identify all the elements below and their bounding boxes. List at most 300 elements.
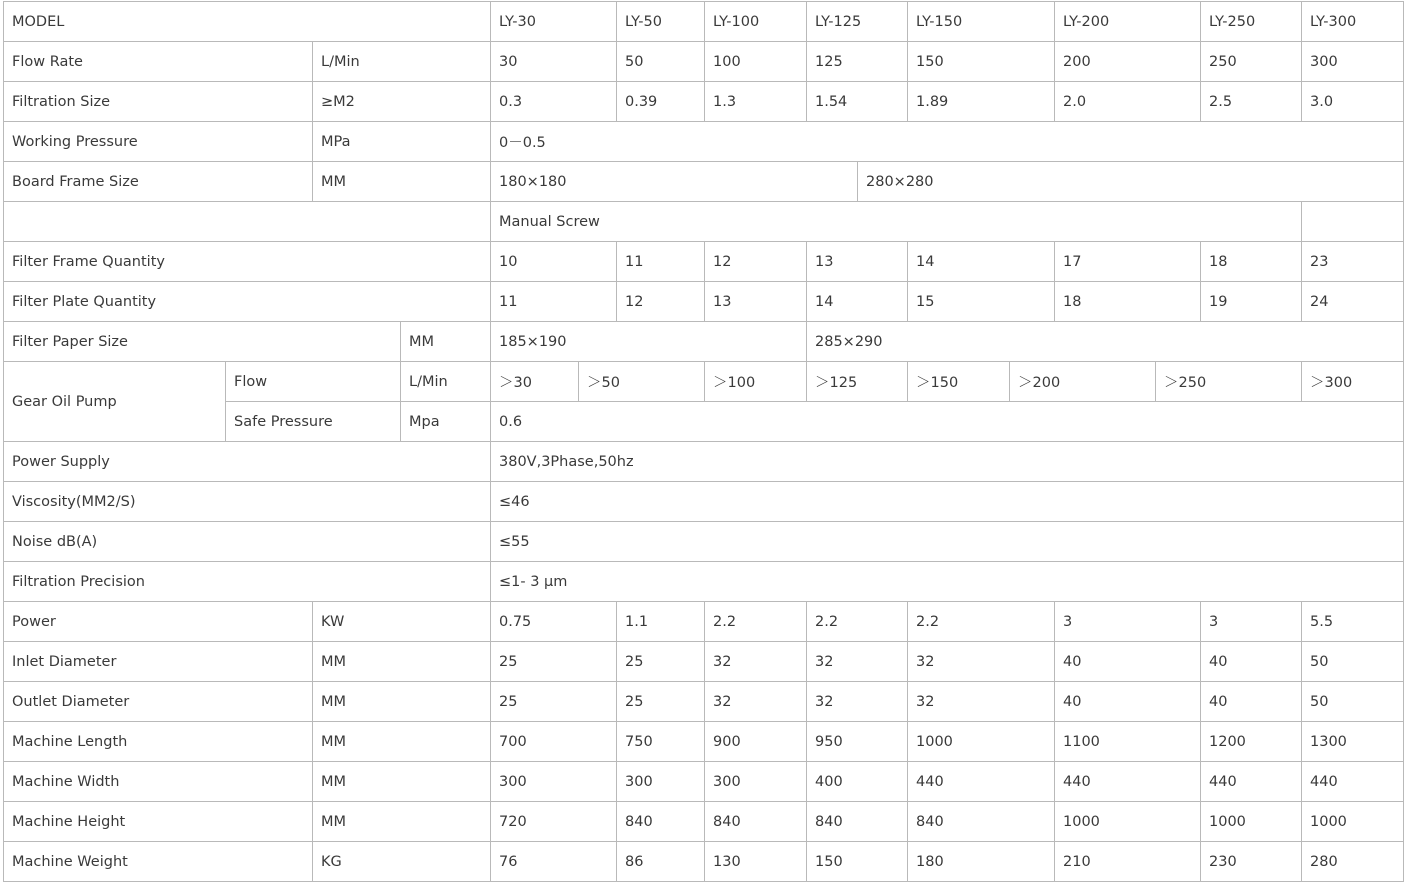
machine_length-cell-text: 1300 bbox=[1310, 733, 1347, 750]
model-header-label-text: MODEL bbox=[12, 13, 65, 30]
model-header-cell-text: LY-250 bbox=[1209, 13, 1256, 30]
machine_width-label-text: Machine Width bbox=[12, 773, 120, 790]
flow_rate-cell-text: 50 bbox=[625, 53, 644, 70]
safe-pressure-value-text: 0.6 bbox=[499, 413, 523, 430]
noise-label bbox=[3, 521, 491, 562]
filter_frame_qty-cell-text: 18 bbox=[1209, 253, 1228, 270]
machine_width-cell bbox=[1054, 761, 1201, 802]
machine_length-cell-text: 900 bbox=[713, 733, 741, 750]
machine_height-label bbox=[3, 801, 313, 842]
safe-pressure-label-text: Safe Pressure bbox=[234, 413, 333, 430]
gear-pump-flow-label-text: Flow bbox=[234, 373, 268, 390]
filter_frame_qty-cell-text: 14 bbox=[916, 253, 935, 270]
model-header-cell-text: LY-300 bbox=[1310, 13, 1357, 30]
filter_plate_qty-cell-text: 24 bbox=[1310, 293, 1329, 310]
power-label-text: Power bbox=[12, 613, 56, 630]
power-unit-text: KW bbox=[321, 613, 345, 630]
noise-value bbox=[490, 521, 1404, 562]
machine_weight-cell-text: 280 bbox=[1310, 853, 1338, 870]
model-header-cell-text: LY-125 bbox=[815, 13, 862, 30]
flow_rate-cell bbox=[616, 41, 705, 82]
filtration_size-unit-text: ≥M2 bbox=[321, 93, 355, 110]
inlet_diameter-cell-text: 40 bbox=[1063, 653, 1082, 670]
machine_width-cell-text: 440 bbox=[1209, 773, 1237, 790]
model-header-cell-text: LY-100 bbox=[713, 13, 760, 30]
model-header-label bbox=[3, 1, 491, 42]
machine_length-cell-text: 1000 bbox=[916, 733, 953, 750]
machine_height-cell bbox=[1054, 801, 1201, 842]
gear-pump-flow-cell bbox=[490, 361, 579, 402]
inlet_diameter-cell-text: 50 bbox=[1310, 653, 1329, 670]
flow_rate-unit bbox=[312, 41, 491, 82]
outlet_diameter-label-text: Outlet Diameter bbox=[12, 693, 130, 710]
model-header-cell bbox=[1200, 1, 1302, 42]
gear-oil-pump-label-text: Gear Oil Pump bbox=[12, 393, 117, 410]
machine_height-cell bbox=[907, 801, 1055, 842]
machine_weight-cell-text: 76 bbox=[499, 853, 518, 870]
inlet_diameter-cell bbox=[806, 641, 908, 682]
machine_length-cell-text: 700 bbox=[499, 733, 527, 750]
gear-pump-flow-cell bbox=[806, 361, 908, 402]
model-header-cell bbox=[490, 1, 617, 42]
filter_plate_qty-cell-text: 12 bbox=[625, 293, 644, 310]
power-cell bbox=[1301, 601, 1404, 642]
filter-paper-size-label bbox=[3, 321, 401, 362]
machine_weight-unit bbox=[312, 841, 491, 882]
filter-paper-size-cell-text: 285×290 bbox=[815, 333, 883, 350]
machine_width-cell-text: 440 bbox=[916, 773, 944, 790]
machine_weight-cell bbox=[1301, 841, 1404, 882]
filtration-precision-label bbox=[3, 561, 491, 602]
working-pressure-value bbox=[490, 121, 1404, 162]
board-frame-size-label bbox=[3, 161, 313, 202]
filter_frame_qty-cell bbox=[907, 241, 1055, 282]
gear-pump-flow-cell-text: ＞50 bbox=[587, 375, 620, 391]
filtration-precision-label-text: Filtration Precision bbox=[12, 573, 145, 590]
filter_plate_qty-cell bbox=[704, 281, 807, 322]
model-header-cell bbox=[907, 1, 1055, 42]
filtration_size-cell-text: 1.54 bbox=[815, 93, 848, 110]
gear-pump-flow-cell bbox=[578, 361, 705, 402]
flow_rate-label-text: Flow Rate bbox=[12, 53, 83, 70]
flow_rate-label bbox=[3, 41, 313, 82]
pressing-empty-cell bbox=[1301, 201, 1404, 242]
filter_frame_qty-cell bbox=[704, 241, 807, 282]
flow_rate-cell-text: 300 bbox=[1310, 53, 1338, 70]
machine_height-cell-text: 840 bbox=[916, 813, 944, 830]
power-cell bbox=[806, 601, 908, 642]
filtration_size-cell-text: 0.39 bbox=[625, 93, 658, 110]
outlet_diameter-cell-text: 40 bbox=[1063, 693, 1082, 710]
machine_width-cell bbox=[1200, 761, 1302, 802]
filtration_size-cell-text: 3.0 bbox=[1310, 93, 1334, 110]
machine_weight-unit-text: KG bbox=[321, 853, 342, 870]
filter-paper-size-cell-text: 185×190 bbox=[499, 333, 567, 350]
filter_plate_qty-label bbox=[3, 281, 491, 322]
inlet_diameter-cell-text: 32 bbox=[713, 653, 732, 670]
machine_weight-cell bbox=[1200, 841, 1302, 882]
power-supply-label-text: Power Supply bbox=[12, 453, 110, 470]
inlet_diameter-unit-text: MM bbox=[321, 653, 347, 670]
filter_frame_qty-cell bbox=[1301, 241, 1404, 282]
machine_weight-cell-text: 86 bbox=[625, 853, 644, 870]
gear-pump-flow-cell-text: ＞250 bbox=[1164, 375, 1207, 391]
machine_length-cell bbox=[704, 721, 807, 762]
filter_plate_qty-cell-text: 13 bbox=[713, 293, 732, 310]
filter_plate_qty-cell bbox=[1200, 281, 1302, 322]
filter_plate_qty-cell bbox=[806, 281, 908, 322]
viscosity-label-text: Viscosity(MM2/S) bbox=[12, 493, 136, 510]
inlet_diameter-label-text: Inlet Diameter bbox=[12, 653, 117, 670]
machine_width-cell-text: 300 bbox=[499, 773, 527, 790]
machine_length-cell-text: 1200 bbox=[1209, 733, 1246, 750]
filtration_size-cell-text: 2.0 bbox=[1063, 93, 1087, 110]
filter_plate_qty-label-text: Filter Plate Quantity bbox=[12, 293, 157, 310]
machine_length-cell bbox=[1054, 721, 1201, 762]
filter_plate_qty-cell bbox=[1301, 281, 1404, 322]
machine_width-cell-text: 440 bbox=[1310, 773, 1338, 790]
safe-pressure-unit-text: Mpa bbox=[409, 413, 440, 430]
flow_rate-cell bbox=[1200, 41, 1302, 82]
board-frame-size-label-text: Board Frame Size bbox=[12, 173, 139, 190]
filter_plate_qty-cell bbox=[1054, 281, 1201, 322]
viscosity-label bbox=[3, 481, 491, 522]
machine_width-label bbox=[3, 761, 313, 802]
power-cell bbox=[1200, 601, 1302, 642]
model-header-cell bbox=[704, 1, 807, 42]
gear-pump-flow-cell-text: ＞300 bbox=[1310, 375, 1353, 391]
filter_frame_qty-cell bbox=[806, 241, 908, 282]
power-cell bbox=[616, 601, 705, 642]
outlet_diameter-cell bbox=[1301, 681, 1404, 722]
working-pressure-label bbox=[3, 121, 313, 162]
power-cell bbox=[490, 601, 617, 642]
gear-pump-flow-cell bbox=[1155, 361, 1302, 402]
gear-pump-flow-cell bbox=[1301, 361, 1404, 402]
safe-pressure-unit bbox=[400, 401, 491, 442]
inlet_diameter-cell-text: 32 bbox=[916, 653, 935, 670]
filter_frame_qty-cell bbox=[616, 241, 705, 282]
flow_rate-cell-text: 200 bbox=[1063, 53, 1091, 70]
board-frame-size-unit-text: MM bbox=[321, 173, 347, 190]
model-header-cell-text: LY-200 bbox=[1063, 13, 1110, 30]
board-frame-size-cell-text: 180×180 bbox=[499, 173, 567, 190]
machine_width-cell-text: 440 bbox=[1063, 773, 1091, 790]
filtration_size-unit bbox=[312, 81, 491, 122]
filtration_size-cell-text: 0.3 bbox=[499, 93, 523, 110]
machine_length-cell bbox=[490, 721, 617, 762]
model-header-cell bbox=[1054, 1, 1201, 42]
filtration-precision-value-text: ≤1- 3 μm bbox=[499, 573, 568, 590]
filtration_size-cell bbox=[1200, 81, 1302, 122]
machine_weight-cell-text: 130 bbox=[713, 853, 741, 870]
filter_frame_qty-label bbox=[3, 241, 491, 282]
working-pressure-unit bbox=[312, 121, 491, 162]
filter_frame_qty-cell-text: 17 bbox=[1063, 253, 1082, 270]
outlet_diameter-cell-text: 25 bbox=[625, 693, 644, 710]
inlet_diameter-cell bbox=[1054, 641, 1201, 682]
machine_height-unit-text: MM bbox=[321, 813, 347, 830]
filtration_size-cell bbox=[1054, 81, 1201, 122]
outlet_diameter-unit-text: MM bbox=[321, 693, 347, 710]
model-header-cell bbox=[806, 1, 908, 42]
filtration_size-cell bbox=[490, 81, 617, 122]
machine_weight-label bbox=[3, 841, 313, 882]
flow_rate-cell bbox=[907, 41, 1055, 82]
filter_frame_qty-cell bbox=[1200, 241, 1302, 282]
model-header-cell bbox=[616, 1, 705, 42]
filter_plate_qty-cell-text: 14 bbox=[815, 293, 834, 310]
filter_plate_qty-cell bbox=[907, 281, 1055, 322]
board-frame-size-cell bbox=[857, 161, 1404, 202]
power-label bbox=[3, 601, 313, 642]
flow_rate-cell-text: 150 bbox=[916, 53, 944, 70]
power-supply-value-text: 380V,3Phase,50hz bbox=[499, 453, 634, 470]
pressing-value bbox=[490, 201, 1302, 242]
outlet_diameter-cell bbox=[907, 681, 1055, 722]
flow_rate-cell-text: 100 bbox=[713, 53, 741, 70]
inlet_diameter-cell bbox=[616, 641, 705, 682]
flow_rate-cell-text: 125 bbox=[815, 53, 843, 70]
outlet_diameter-cell bbox=[704, 681, 807, 722]
viscosity-value-text: ≤46 bbox=[499, 493, 530, 510]
machine_height-cell-text: 1000 bbox=[1063, 813, 1100, 830]
filter-paper-size-cell bbox=[490, 321, 807, 362]
gear-pump-flow-cell bbox=[907, 361, 1010, 402]
filtration_size-cell bbox=[907, 81, 1055, 122]
machine_height-cell-text: 1000 bbox=[1209, 813, 1246, 830]
machine_weight-cell-text: 210 bbox=[1063, 853, 1091, 870]
power-cell-text: 2.2 bbox=[713, 613, 737, 630]
model-header-cell bbox=[1301, 1, 1404, 42]
noise-label-text: Noise dB(A) bbox=[12, 533, 98, 550]
filter-paper-size-unit-text: MM bbox=[409, 333, 435, 350]
machine_length-cell bbox=[616, 721, 705, 762]
outlet_diameter-unit bbox=[312, 681, 491, 722]
outlet_diameter-cell-text: 25 bbox=[499, 693, 518, 710]
gear-pump-flow-cell-text: ＞200 bbox=[1018, 375, 1061, 391]
machine_width-cell-text: 300 bbox=[625, 773, 653, 790]
machine_weight-cell bbox=[704, 841, 807, 882]
flow_rate-cell bbox=[704, 41, 807, 82]
machine_length-cell bbox=[806, 721, 908, 762]
filter_frame_qty-cell-text: 11 bbox=[625, 253, 644, 270]
machine_width-cell bbox=[806, 761, 908, 802]
outlet_diameter-cell bbox=[1200, 681, 1302, 722]
working-pressure-unit-text: MPa bbox=[321, 133, 351, 150]
machine_length-cell-text: 750 bbox=[625, 733, 653, 750]
machine_height-cell bbox=[704, 801, 807, 842]
model-header-cell-text: LY-150 bbox=[916, 13, 963, 30]
filter-paper-size-label-text: Filter Paper Size bbox=[12, 333, 128, 350]
filtration_size-label bbox=[3, 81, 313, 122]
outlet_diameter-cell bbox=[806, 681, 908, 722]
filter_frame_qty-cell-text: 23 bbox=[1310, 253, 1329, 270]
power-cell bbox=[1054, 601, 1201, 642]
gear-pump-flow-cell-text: ＞100 bbox=[713, 375, 756, 391]
gear-pump-flow-label bbox=[225, 361, 401, 402]
outlet_diameter-cell-text: 32 bbox=[815, 693, 834, 710]
filtration_size-cell-text: 1.3 bbox=[713, 93, 737, 110]
power-cell-text: 0.75 bbox=[499, 613, 532, 630]
machine_height-cell-text: 720 bbox=[499, 813, 527, 830]
machine_length-cell-text: 1100 bbox=[1063, 733, 1100, 750]
machine_length-label bbox=[3, 721, 313, 762]
machine_height-cell bbox=[490, 801, 617, 842]
machine_width-cell bbox=[616, 761, 705, 802]
machine_width-cell bbox=[1301, 761, 1404, 802]
outlet_diameter-cell bbox=[490, 681, 617, 722]
inlet_diameter-cell-text: 32 bbox=[815, 653, 834, 670]
gear-pump-flow-cell bbox=[1009, 361, 1156, 402]
machine_length-unit-text: MM bbox=[321, 733, 347, 750]
model-header-cell-text: LY-30 bbox=[499, 13, 536, 30]
machine_weight-cell bbox=[806, 841, 908, 882]
machine_length-label-text: Machine Length bbox=[12, 733, 128, 750]
model-header-cell-text: LY-50 bbox=[625, 13, 662, 30]
filtration_size-cell bbox=[616, 81, 705, 122]
filter_frame_qty-cell bbox=[1054, 241, 1201, 282]
inlet_diameter-cell-text: 25 bbox=[625, 653, 644, 670]
machine_weight-cell-text: 180 bbox=[916, 853, 944, 870]
inlet_diameter-cell bbox=[704, 641, 807, 682]
power-cell-text: 2.2 bbox=[916, 613, 940, 630]
working-pressure-value-text: 0－0.5 bbox=[499, 135, 546, 151]
outlet_diameter-cell-text: 32 bbox=[713, 693, 732, 710]
inlet_diameter-cell bbox=[907, 641, 1055, 682]
machine_weight-cell bbox=[1054, 841, 1201, 882]
machine_width-unit bbox=[312, 761, 491, 802]
power-cell bbox=[704, 601, 807, 642]
outlet_diameter-label bbox=[3, 681, 313, 722]
board-frame-size-cell bbox=[490, 161, 858, 202]
filter-paper-size-cell bbox=[806, 321, 1404, 362]
flow_rate-cell-text: 30 bbox=[499, 53, 518, 70]
flow_rate-unit-text: L/Min bbox=[321, 53, 360, 70]
inlet_diameter-cell-text: 25 bbox=[499, 653, 518, 670]
flow_rate-cell bbox=[806, 41, 908, 82]
machine_width-cell-text: 400 bbox=[815, 773, 843, 790]
filtration_size-label-text: Filtration Size bbox=[12, 93, 111, 110]
filtration_size-cell bbox=[704, 81, 807, 122]
machine_height-cell bbox=[1301, 801, 1404, 842]
gear-pump-flow-cell bbox=[704, 361, 807, 402]
machine_weight-cell bbox=[907, 841, 1055, 882]
pressing-label bbox=[3, 201, 491, 242]
gear-pump-flow-cell-text: ＞150 bbox=[916, 375, 959, 391]
gear-pump-flow-cell-text: ＞30 bbox=[499, 375, 532, 391]
filter_frame_qty-cell-text: 13 bbox=[815, 253, 834, 270]
power-cell-text: 3 bbox=[1209, 613, 1219, 630]
machine_width-cell bbox=[907, 761, 1055, 802]
filtration_size-cell bbox=[806, 81, 908, 122]
machine_height-cell bbox=[1200, 801, 1302, 842]
flow_rate-cell bbox=[1301, 41, 1404, 82]
machine_length-cell-text: 950 bbox=[815, 733, 843, 750]
viscosity-value bbox=[490, 481, 1404, 522]
machine_height-cell-text: 840 bbox=[815, 813, 843, 830]
board-frame-size-unit bbox=[312, 161, 491, 202]
safe-pressure-value bbox=[490, 401, 1404, 442]
pressing-value-text: Manual Screw bbox=[499, 213, 600, 230]
noise-value-text: ≤55 bbox=[499, 533, 530, 550]
machine_height-cell-text: 840 bbox=[625, 813, 653, 830]
gear-oil-pump-label bbox=[3, 361, 226, 442]
machine_weight-label-text: Machine Weight bbox=[12, 853, 128, 870]
power-cell bbox=[907, 601, 1055, 642]
outlet_diameter-cell bbox=[616, 681, 705, 722]
filter_plate_qty-cell-text: 19 bbox=[1209, 293, 1228, 310]
machine_length-cell bbox=[907, 721, 1055, 762]
machine_weight-cell bbox=[616, 841, 705, 882]
power-cell-text: 5.5 bbox=[1310, 613, 1334, 630]
power-cell-text: 2.2 bbox=[815, 613, 839, 630]
gear-pump-flow-unit-text: L/Min bbox=[409, 373, 448, 390]
working-pressure-label-text: Working Pressure bbox=[12, 133, 138, 150]
power-supply-value bbox=[490, 441, 1404, 482]
machine_height-unit bbox=[312, 801, 491, 842]
machine_width-cell bbox=[704, 761, 807, 802]
inlet_diameter-cell bbox=[1200, 641, 1302, 682]
inlet_diameter-cell-text: 40 bbox=[1209, 653, 1228, 670]
filtration-precision-value bbox=[490, 561, 1404, 602]
inlet_diameter-unit bbox=[312, 641, 491, 682]
machine_weight-cell bbox=[490, 841, 617, 882]
safe-pressure-label bbox=[225, 401, 401, 442]
filter_plate_qty-cell-text: 15 bbox=[916, 293, 935, 310]
power-cell-text: 3 bbox=[1063, 613, 1073, 630]
machine_height-cell-text: 1000 bbox=[1310, 813, 1347, 830]
machine_height-cell-text: 840 bbox=[713, 813, 741, 830]
outlet_diameter-cell bbox=[1054, 681, 1201, 722]
power-supply-label bbox=[3, 441, 491, 482]
machine_height-cell bbox=[806, 801, 908, 842]
filter_plate_qty-cell-text: 18 bbox=[1063, 293, 1082, 310]
filter-paper-size-unit bbox=[400, 321, 491, 362]
board-frame-size-cell-text: 280×280 bbox=[866, 173, 934, 190]
machine_length-cell bbox=[1301, 721, 1404, 762]
inlet_diameter-cell bbox=[1301, 641, 1404, 682]
filter_frame_qty-cell bbox=[490, 241, 617, 282]
outlet_diameter-cell-text: 32 bbox=[916, 693, 935, 710]
power-cell-text: 1.1 bbox=[625, 613, 649, 630]
filter_frame_qty-cell-text: 10 bbox=[499, 253, 518, 270]
machine_width-cell bbox=[490, 761, 617, 802]
gear-pump-flow-cell-text: ＞125 bbox=[815, 375, 858, 391]
machine_length-unit bbox=[312, 721, 491, 762]
gear-pump-flow-unit bbox=[400, 361, 491, 402]
filter_frame_qty-cell-text: 12 bbox=[713, 253, 732, 270]
filtration_size-cell-text: 1.89 bbox=[916, 93, 949, 110]
flow_rate-cell-text: 250 bbox=[1209, 53, 1237, 70]
filtration_size-cell-text: 2.5 bbox=[1209, 93, 1233, 110]
flow_rate-cell bbox=[490, 41, 617, 82]
outlet_diameter-cell-text: 40 bbox=[1209, 693, 1228, 710]
inlet_diameter-cell bbox=[490, 641, 617, 682]
outlet_diameter-cell-text: 50 bbox=[1310, 693, 1329, 710]
filter_frame_qty-label-text: Filter Frame Quantity bbox=[12, 253, 165, 270]
inlet_diameter-label bbox=[3, 641, 313, 682]
filtration_size-cell bbox=[1301, 81, 1404, 122]
machine_width-unit-text: MM bbox=[321, 773, 347, 790]
machine_width-cell-text: 300 bbox=[713, 773, 741, 790]
machine_weight-cell-text: 150 bbox=[815, 853, 843, 870]
flow_rate-cell bbox=[1054, 41, 1201, 82]
power-unit bbox=[312, 601, 491, 642]
machine_height-label-text: Machine Height bbox=[12, 813, 126, 830]
machine_weight-cell-text: 230 bbox=[1209, 853, 1237, 870]
filter_plate_qty-cell bbox=[616, 281, 705, 322]
